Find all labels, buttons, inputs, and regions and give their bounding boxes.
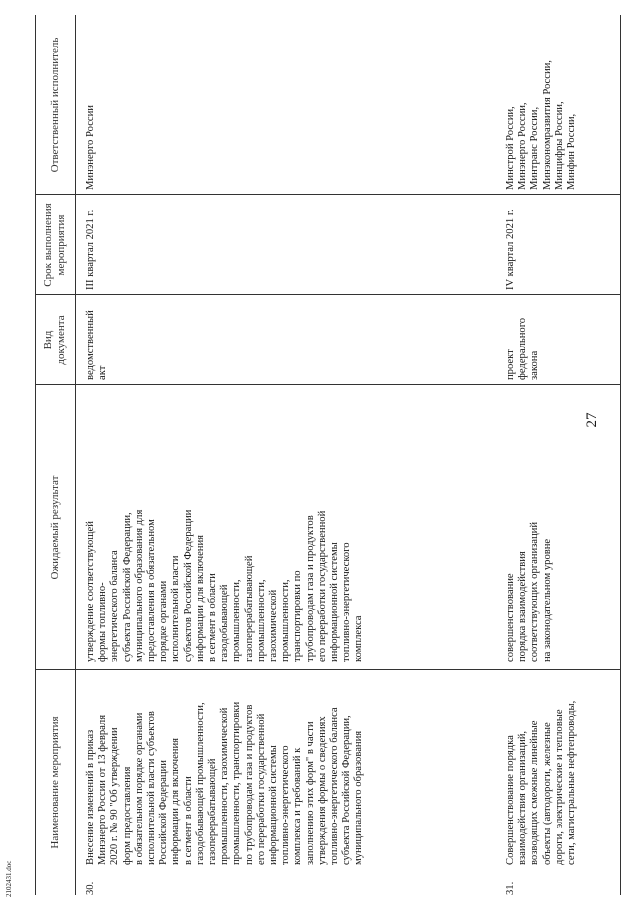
header-deadline: Срок выполнения мероприятия (42, 203, 67, 287)
column-divider (35, 384, 620, 385)
row-number: 31. (505, 881, 516, 895)
row-deadline: III квартал 2021 г. (85, 209, 96, 290)
row-number: 30. (85, 881, 96, 895)
header-doc-type: Вид документа (42, 315, 67, 365)
column-divider (35, 194, 620, 195)
measures-table (35, 15, 620, 895)
header-result: Ожидаемый результат (48, 475, 61, 580)
document-code: 2102431.doc (5, 860, 13, 897)
row-doc-type: ведомственный акт (85, 310, 109, 380)
row-executor: Минстрой России, Минэнерго России, Минтранс России, Минэкономразвития России, Минцифры России, Минфин России, (505, 60, 578, 190)
header-name: Наименование мероприятия (48, 716, 61, 849)
header-executor: Ответственный исполнитель (48, 37, 61, 173)
header-bottom-border (75, 15, 76, 895)
row-doc-type: проект федерального закона (505, 317, 541, 380)
row-name: Внесение изменений в приказ Минэнерго России от 13 февраля 2020 г. № 90 "Об утверждении форм предоставления в обязательном порядке органами исполнительной власти субъектов Российской Федерации информации для включения в сегмент в области газодобывающей промышленности, газоперерабатывающей промышленности, газохимической промышленности, транспортировки по трубопроводам газа и продуктов его переработки государственной информационной системы топливно-энергетического комплекса и требований к заполнению этих форм" в части утверждения формы о сведениях топливно-энергетического баланса субъекта Российской Федерации, муниципального образования (85, 701, 365, 865)
page-number: 27 (584, 412, 600, 428)
row-result: утверждение соответствующей формы топливно- энергетического баланса субъекта Российской Федерации, муниципального образования для предоставления в обязательном порядке органами исполнительной власти субъектов Российской Федерации информации для включения в сегмент в области газодобывающей промышленности, газоперерабатывающей промышленности, газохимической промышленности, транспортировки по трубопроводам газа и продуктов его переработки государственной информационной системы топливно-энергетического комплекса (85, 509, 365, 662)
table-bottom-border (620, 15, 621, 895)
row-deadline: IV квартал 2021 г. (505, 209, 516, 290)
row-result: совершенствование порядка взаимодействия соответствующих организаций на законодательном уровне (505, 521, 553, 662)
row-executor: Минэнерго России (85, 105, 96, 190)
row-name: Совершенствование порядка взаимодействия организаций, возводящих смежные линейные объекты (автодороги, железные дороги, электрические и тепловые сети, магистральные нефтепроводы, (505, 700, 578, 865)
